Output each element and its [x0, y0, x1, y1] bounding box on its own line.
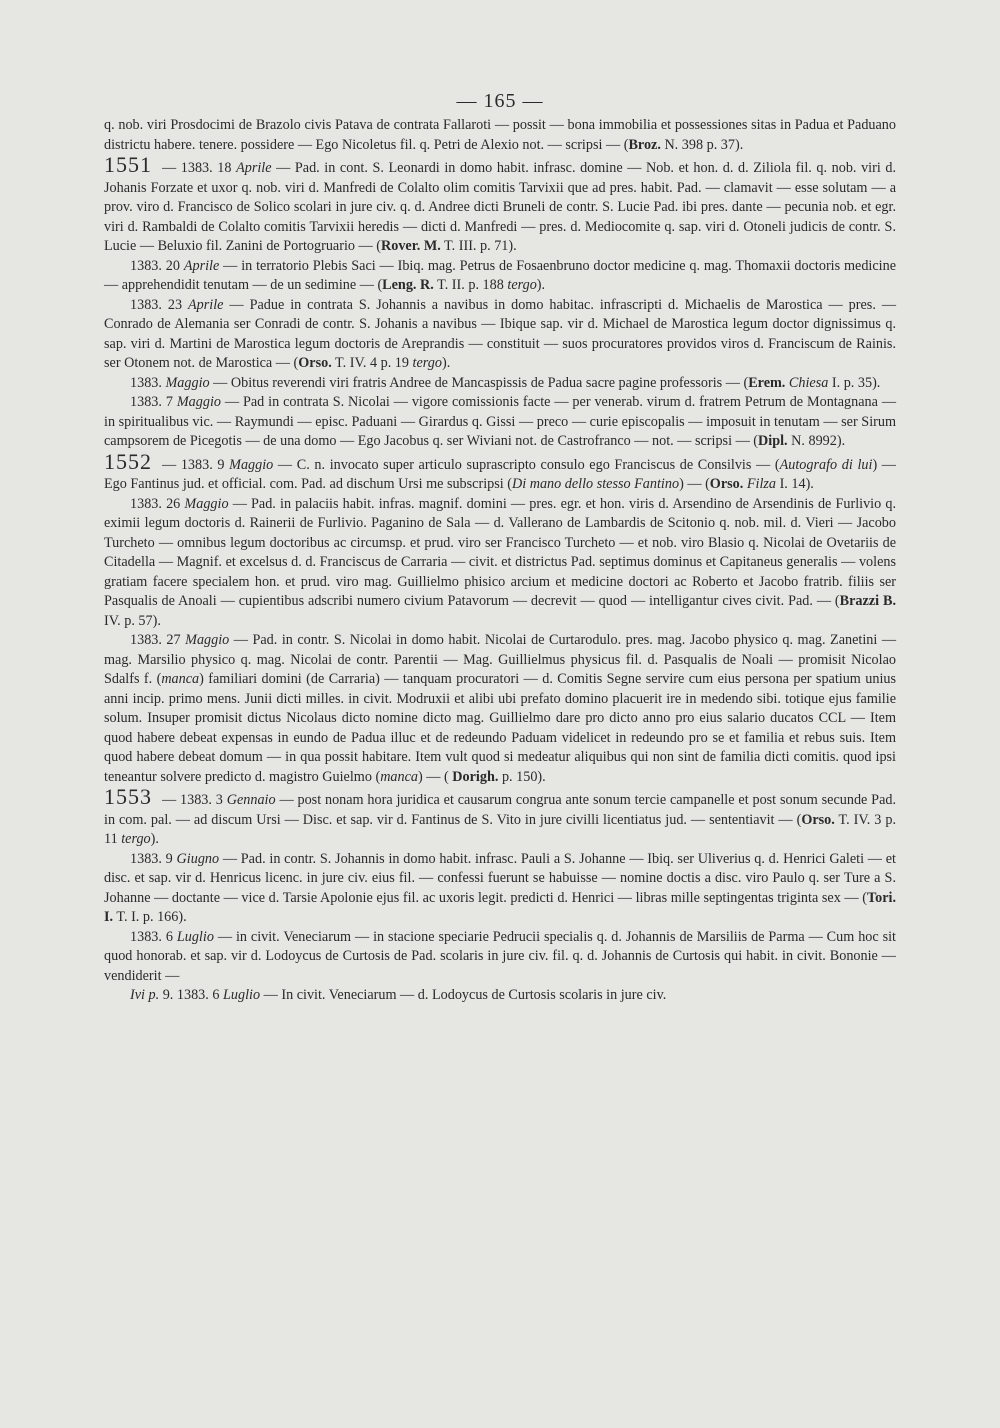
- text-run: N. 398 p. 37).: [660, 136, 744, 153]
- text-run: — 1383. 3: [162, 792, 227, 808]
- source-citation: Leng. R.: [382, 277, 434, 293]
- text-run: 1383. 23: [130, 296, 189, 313]
- body-text: [104, 116, 896, 1006]
- text-run: 1383. 9: [130, 850, 177, 867]
- text-run: I. p. 35).: [828, 374, 881, 391]
- italic-text: Luglio: [176, 928, 214, 945]
- text-run: — Padue in contrata S. Johannis a navibus in domo habitac. infrascripti d. Michaelis de Marostica — pres. — Conrado de Alemania ser Conradi de contr. S. Johanis a navibus — Ibique sap. vir d. Michael de Marostica legum doctor dignissimus q. sap. viri d. Martini de Marostica legum doctoris de Areprandis — constituit — suos procuratores providos viros d. Franciscum de Rainis. ser Otonem not. de Marostica — (: [104, 296, 897, 371]
- text-run: — 1383. 9: [162, 456, 230, 473]
- source-citation: Dorigh.: [452, 768, 499, 785]
- paragraph-p4: [104, 296, 896, 374]
- italic-text: Autografo di lui: [779, 456, 873, 473]
- paragraph-p2: [104, 152, 896, 257]
- text-run: ).: [536, 277, 546, 293]
- paragraph-p10: [104, 784, 897, 850]
- paragraph-p7: [104, 448, 896, 495]
- text-run: — Pad. in contr. S. Nicolai in domo habit. Nicolai de Curtarodulo. pres. mag. Jacobo physico q. mag. Zanetini — mag. Marsilio physico q. mag. Nicolai de contr. Parentii — Mag. Guillielmus physicus fil. d. Pasqualis de Noali — promisit Nicolao Sdalfs f. (: [104, 632, 897, 687]
- source-citation: Broz.: [628, 136, 661, 153]
- text-run: — in civit. Veneciarum — in stacione speciarie Pedrucii specialis q. d. Johannis de Marsiliis de Parma — Cum hoc sit quod honorab. et sap. vir d. Lodoycus de Curtosis de Pad. scolaris in jure civ. fil. q. d. Johannis de Curtosis qui habit. in civit. Bononie — vendiderit —: [104, 928, 897, 984]
- italic-text: Luglio: [223, 987, 261, 1003]
- text-run: T. IV. 4 p. 19: [331, 355, 413, 371]
- text-run: ).: [441, 355, 451, 371]
- text-run: — Obitus reverendi viri fratris Andree de Mancaspissis de Padua sacre pagine professoris — (: [209, 374, 749, 391]
- source-citation: Erem.: [748, 374, 786, 391]
- text-run: IV. p. 57).: [104, 612, 161, 629]
- document-number: 1553: [104, 784, 152, 809]
- paragraph-p9: [104, 631, 896, 787]
- source-citation: Dipl.: [758, 433, 788, 449]
- text-run: 1383. 6: [130, 928, 177, 945]
- text-run: ) — (: [418, 768, 453, 785]
- source-citation: Orso.: [298, 355, 332, 371]
- italic-text: Aprile: [236, 160, 272, 176]
- text-run: — Pad. in contr. S. Johannis in domo habit. infrasc. Pauli a S. Johanne — Ibiq. ser Uliverius q. d. Henrici Galeti — et disc. et sap. vir d. Henricus licenc. in jure civ. eius fil. — confessi fuerunt se habuisse — nomine doctis a disc. viro Paulo q. ser Ture a S. Johanne — doctante — vice d. Tarsie Apolonie ejus fil. ac uxoris legit. predicti d. Henrici — libras mille septingentas triginta sex — (: [104, 850, 896, 906]
- document-number: 1552: [104, 448, 152, 474]
- italic-text: Gennaio: [226, 792, 276, 808]
- italic-text: tergo: [121, 831, 151, 847]
- text-run: T. I. p. 166).: [113, 909, 187, 925]
- italic-text: Filza: [746, 476, 777, 492]
- text-run: — in terratorio Plebis Saci — Ibiq. mag. Petrus de Fosaenbruno doctor medicine q. mag. Thomaxii doctoris medicine — apprehendidit tenutam — de un sedimine — (: [104, 257, 896, 293]
- page-number: — 165 —: [456, 90, 544, 112]
- italic-text: Giugno: [176, 850, 220, 867]
- source-citation: Orso.: [801, 811, 835, 828]
- text-run: q. nob. viri Prosdocimi de Brazolo civis Patava de contrata Fallaroti — possit — bona immobilia et possessiones sitas in Padua et Paduano districtu habere. tenere. possidere — Ego Nicoletus fil. q. Petri de Alexio not. — scripsi — (: [104, 117, 896, 153]
- text-run: — In civit. Veneciarum — d. Lodoycus de Curtosis scolaris in jure civ.: [260, 987, 667, 1003]
- text-run: ) — (: [679, 476, 710, 492]
- source-citation: Tori. I.: [104, 889, 896, 925]
- italic-text: Maggio: [229, 456, 274, 473]
- italic-text: Maggio: [184, 495, 229, 512]
- text-run: 1383. 26: [130, 495, 185, 512]
- paragraph-p8: [104, 495, 896, 632]
- italic-text: Aprile: [183, 257, 220, 274]
- text-run: — C. n. invocato super articulo suprascripto consulo ego Franciscus de Consilvis — (: [273, 456, 780, 473]
- paragraph-p11: [104, 850, 896, 928]
- text-run: — post nonam hora juridica et causarum congrua ante sonum tercie campanelle et post sonum secunde Pad. in com. pal. — ad discum Ursi — Disc. et sap. vir d. Fantinus de S. Vito in jure civilli licentiatus jud. — sententiavit — (: [104, 792, 897, 828]
- italic-text: Maggio: [185, 632, 230, 648]
- italic-text: Chiesa: [788, 374, 829, 391]
- paragraph-p5: [104, 374, 896, 394]
- document-number: 1551: [104, 152, 152, 177]
- text-run: T. IV. 3 p. 11: [104, 811, 897, 847]
- text-run: p. 150).: [498, 768, 546, 785]
- source-citation: Rover. M.: [381, 238, 441, 254]
- italic-text: Maggio: [176, 394, 221, 410]
- text-run: 1383.: [130, 374, 166, 391]
- text-run: — Pad. in palaciis habit. infras. magnif. domini — pres. egr. et hon. viris d. Arsendino de Arsendinis de Furlivio q. eximii legum doctoris d. Rainerii de Furlivio. Paganino de Sala — d. Vallerano de Lambardis de Scitonio q. nob. mil. d. Vieri — Jacobo Turcheto — omnibus legum doctoribus ac circumsp. et prud. viro ser Francisco Turcheto — et nob. viro Blasio q. Nicolai de Ovetariis de Citadella — Magnif. et excelsus d. d. Franciscus de Carraria — civit. et districtus Pad. septimus dominus et Capitaneus generalis — volens gratiam facere specialem hon. et prud. viro mag. Guillielmo phisico arcium et medicine doctori ac Roberto et Jacobo fratrib. filiis ser Pasqualis de Anoali — cupientibus adscribi numero civium Patavorum — decrevit — quod — intelligantur cives civit. Pad. — (: [104, 495, 897, 609]
- italic-text: manca: [380, 768, 419, 785]
- text-run: 1383. 27: [130, 632, 186, 648]
- paragraph-p12: [104, 928, 896, 987]
- text-run: ) — Ego Fantinus jud. et official. com. Pad. ad dischum Ursi me subscripsi (: [104, 456, 896, 492]
- paragraph-p1: [104, 116, 896, 155]
- paragraph-p3: [104, 257, 896, 296]
- italic-text: Aprile: [188, 296, 224, 313]
- text-run: I. 14).: [776, 476, 814, 492]
- italic-text: Ivi p.: [130, 987, 160, 1003]
- text-run: 1383. 20: [130, 257, 184, 274]
- text-run: T. II. p. 188: [433, 277, 508, 293]
- text-run: ).: [150, 831, 159, 847]
- text-run: ) familiari domini (de Carraria) — tanquam procuratori — d. Comitis Segne servire cum eius persona per spatium unius anni incip. primo mens. Junii dicti milles. in civit. Modruxii et alibi ubi prefato domino placuerit ire in medendo sibi. totique ejus familie solum. Insuper promisit dictus Nicolaus dicto nomine dicto mag. Guillielmo dare pro dicto anno pro eius salario ducatos CCL — Item quod habere debeat expensas in eundo de Padua illuc et de redeundo Paduam videlicet in redeundo pro se et familia et rebus suis. Item quod habere debeat domum — in qua possit habitare. Item vult quod si medeatur aliquibus qui non sint de familia dicti comitis. quod ipsi teneantur solvere predicto d. magistro Guielmo (: [104, 671, 897, 785]
- text-run: 9. 1383. 6: [159, 987, 223, 1003]
- italic-text: Maggio: [165, 374, 210, 391]
- source-citation: Brazzi B.: [839, 593, 896, 609]
- text-run: 1383. 7: [130, 394, 177, 410]
- text-run: T. III. p. 71).: [440, 238, 517, 254]
- text-run: — Pad in contrata S. Nicolai — vigore comissionis facte — per venerab. virum d. fratrem Petrum de Montagnana — in spiritualibus vic. — Raymundi — episc. Paduani — Girardus q. Gissi — preco — curie episcopalis — imposuit in tenutam — ser Sirum campsorem de Picegotis — de una domo — Ego Jacobus q. ser Wiviani not. de Castrofranco — not. — scripsi — (: [104, 394, 897, 449]
- text-run: — 1383. 18: [162, 160, 237, 176]
- text-run: N. 8992).: [787, 433, 846, 449]
- text-run: — Pad. in cont. S. Leonardi in domo habit. infrasc. domine — Nob. et hon. d. d. Ziliola fil. q. nob. viri d. Johanis Forzate et uxor q. nob. viri d. Manfredi de Colalto olim comitis Tarvixii que ad pres. habit. Pad. — clamavit — esse solutam — a prov. viro d. Francisco de Solico scolari in jure civ. q. d. Andree dicti Bruneli de contr. S. Lucie Pad. ibi pres. dante — pecunia nob. et egr. viri d. Rambaldi de Colalto comitis Tarvixii heredis — dicti d. Manfredi — pres. d. Mediocomite q. sap. viri d. Otoneli judicis de contr. S. Lucie — Beluxio fil. Zanini de Portogruario — (: [104, 160, 896, 254]
- source-citation: Orso.: [709, 476, 744, 492]
- italic-text: tergo: [412, 355, 442, 371]
- italic-text: tergo: [507, 277, 537, 293]
- italic-text: Di mano dello stesso Fantino: [511, 476, 680, 492]
- paragraph-p6: [104, 393, 896, 452]
- italic-text: manca: [161, 671, 200, 687]
- paragraph-p13: [104, 986, 896, 1006]
